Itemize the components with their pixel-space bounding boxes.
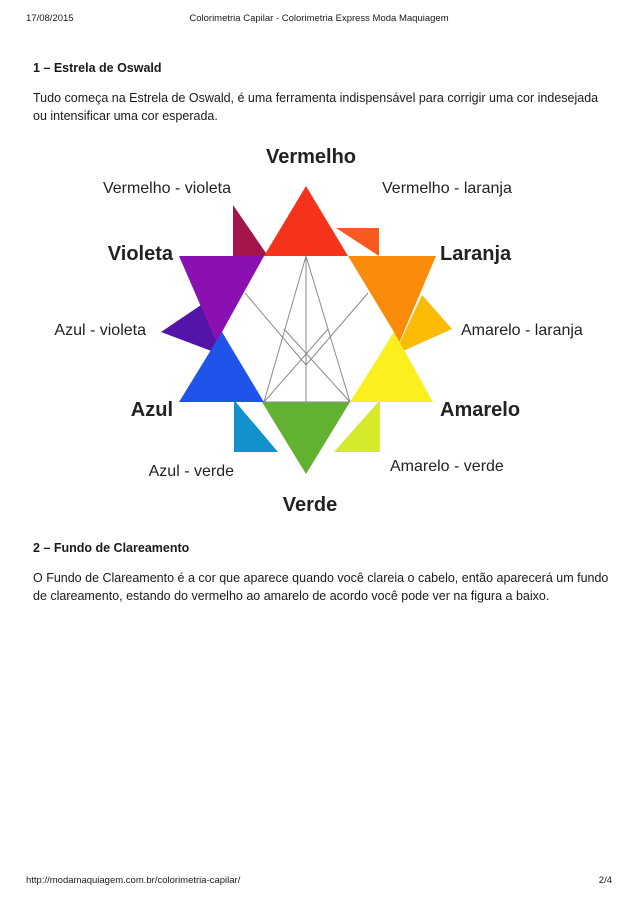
label-green: Verde — [282, 494, 338, 516]
header-title: Colorimetria Capilar - Colorimetria Express Moda Maquiagem — [189, 13, 449, 24]
star-triangle-green — [262, 402, 350, 474]
section-text-lightening-background: O Fundo de Clareamento é a cor que aparece quando você clareia o cabelo, então aparecerá um fundo de clareamento, estando do vermelho ao amarelo de acordo você pode ver na figura a baixo. — [33, 571, 609, 603]
label-blue-violet: Azul - violeta — [54, 322, 146, 339]
label-red-violet: Vermelho - violeta — [102, 180, 231, 197]
label-blue: Azul — [130, 399, 173, 421]
section-heading-lightening-background: 2 – Fundo de Clareamento — [33, 541, 190, 555]
footer-page-number: 2/4 — [598, 875, 612, 886]
label-orange: Laranja — [440, 243, 512, 265]
label-red-orange: Vermelho - laranja — [382, 180, 512, 197]
star-triangle-red — [264, 186, 348, 256]
label-yellow-orange: Amarelo - laranja — [461, 322, 583, 339]
star-point-red-violet — [233, 205, 268, 256]
footer-url: http://modamaquiagem.com.br/colorimetria-capilar/ — [26, 875, 241, 886]
label-yellow: Amarelo — [440, 399, 521, 421]
label-violet: Violeta — [107, 243, 173, 265]
section-heading-oswald-star: 1 – Estrela de Oswald — [33, 61, 162, 75]
header-date: 17/08/2015 — [26, 13, 74, 24]
label-yellow-green: Amarelo - verde — [390, 458, 504, 475]
label-red: Vermelho — [265, 146, 357, 168]
label-blue-green: Azul - verde — [148, 463, 234, 480]
section-text-oswald-star: Tudo começa na Estrela de Oswald, é uma ferramenta indispensável para corrigir uma cor indesejada ou intensificar uma cor esperada. — [33, 91, 599, 123]
